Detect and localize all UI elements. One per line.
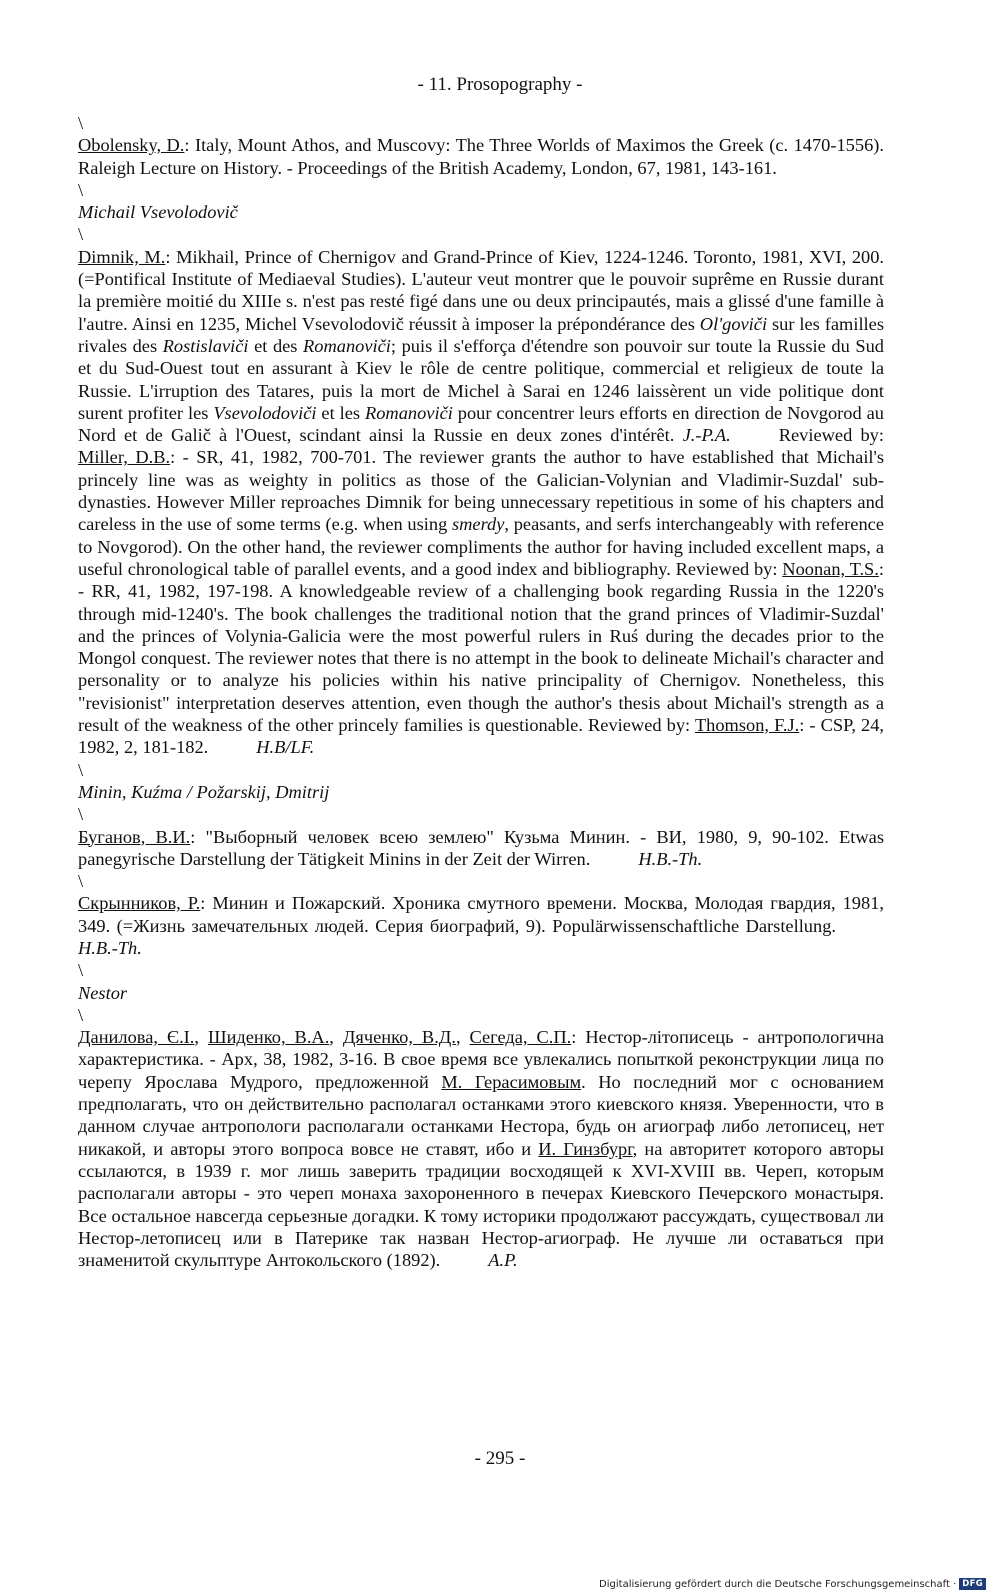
author-link: Noonan, T.S. bbox=[782, 558, 879, 579]
entry-text: et des bbox=[248, 335, 304, 356]
section-heading: Michail Vsevolodovič bbox=[78, 202, 238, 223]
page-number: - 295 - bbox=[474, 1448, 526, 1469]
entry-text: pour concentrer leurs efforts en direction de Novgorod au Nord et de Galič à l'Ouest, scindant ainsi la Russie en deux zones d'intérêt. bbox=[78, 402, 884, 446]
author-link: Сегеда, С.П. bbox=[469, 1027, 572, 1048]
entry-danilova: Данилова, Є.І., Шиденко, В.А., Дяченко, В.Д., Сегеда, С.П.: Нестор-літописець - антропологична характеристика. - Арх, 38, 1982, 3-16. В свое время все увлекались попыткой реконструкции лица по черепу Ярослава Мудрого, предложенной М. Герасимовым. Но последний мог с основанием предполагать, что он действительно располагал останками этого киевского князя. Уверенности, что в данном случае антропологи располагали останками Нестора, будь он агиограф либо летописец, нет никакой, и авторы этого вопроса вовсе не ставят, ибо и И. Гинзбург, на авторитет которого авторы ссылаются, в 1939 г. мог лишь заверить традиции восходящей к XVI-XVIII вв. Череп, которым располагали авторы - это череп монаха захороненного в печерах Киевского Печерского монастыря. Все остальное навсегда серьезные догадки. К тому историки продолжают рассуждать, существовал ли Нестор-летописец или в Патерике так назван Нестор-агиограф. Не лучше ли оставаться при знаменитой скульптуре Антокольского (1892). A.P. bbox=[78, 1027, 885, 1271]
entry-text: : Italy, Mount Athos, and Muscovy: The Three Worlds of Maximos the Greek (c. 1470-1556). Raleigh Lecture on History. - Proceedings of the British Academy, London, 67, 1981, 143-161. bbox=[78, 135, 884, 178]
author-link: Скрынников, Р. bbox=[78, 893, 201, 914]
section-heading: Minin, Kuźma / Požarskij, Dmitrij bbox=[78, 781, 330, 802]
entry-text: : Нестор-літописець - антропологична характеристика. - Арх, 38, 1982, 3-16. В свое время все увлекались попыткой реконструкции лица по черепу Ярослава Мудрого, предложенной bbox=[78, 1027, 885, 1092]
entry-separator: \ bbox=[78, 960, 84, 981]
reviewer-signature: H.B.-Th. bbox=[638, 848, 703, 869]
italic-term: Romanoviči bbox=[365, 402, 453, 423]
entry-separator: \ bbox=[78, 224, 84, 245]
italic-term: Romanoviči bbox=[303, 335, 391, 356]
entry-buganov bbox=[78, 826, 884, 871]
entry-text: : - SR, 41, 1982, 700-701. The reviewer grants the author to have established that Michail's princely line was as weighty in politics as those of the Galician-Volynian and Vladimir-Suzdal' sub-dynasties. However Miller reproaches Dimnik for being unnecessary repetitious in some of his chapters and careless in the use of some terms (e.g. when using bbox=[78, 447, 885, 535]
entry-text: : "Выборный человек всею землею" Кузьма Минин. - ВИ, 1980, 9, 90-102. Etwas panegyrische Darstellung der Tätigkeit Minins in der Zeit der Wirren. bbox=[78, 826, 884, 869]
author-link: Буганов, В.И. bbox=[78, 826, 191, 847]
author-link: Obolensky, D. bbox=[78, 135, 185, 156]
entry-separator: \ bbox=[78, 179, 84, 200]
reviewer-signature: J.-P.A. bbox=[682, 425, 731, 446]
entry-separator: \ bbox=[78, 759, 84, 780]
italic-term: Ol'goviči bbox=[699, 313, 768, 334]
author-link: Шиденко, В.А. bbox=[208, 1027, 330, 1048]
author-link: Данилова, Є.І. bbox=[78, 1027, 195, 1048]
entry-obolensky bbox=[78, 134, 884, 179]
entry-text: sur les familles rivales des bbox=[78, 313, 884, 356]
italic-term: Vsevolodoviči bbox=[213, 402, 317, 423]
footer-text: Digitalisierung gefördert durch die Deutsche Forschungsgemeinschaft · bbox=[599, 1578, 957, 1590]
reviewer-signature: A.P. bbox=[488, 1250, 518, 1271]
bibliography-content bbox=[78, 112, 884, 1271]
page-header: - 11. Prosopography - bbox=[417, 74, 583, 95]
entry-text: , peasants, and serfs interchangeably with reference to Novgorod). On the other hand, the reviewer compliments the author for having included excellent maps, a useful chronological table of parallel events, and a good index and bibliography. Reviewed by: bbox=[78, 514, 884, 579]
entry-text: : - CSP, 24, 1982, 2, 181-182. bbox=[78, 715, 885, 758]
entry-skrynnikov bbox=[78, 892, 884, 959]
author-link: Dimnik, M. bbox=[78, 246, 166, 267]
entry-separator: \ bbox=[78, 1004, 84, 1025]
entry-text: : Mikhail, Prince of Chernigov and Grand-Prince of Kiev, 1224-1246. Toronto, 1981, XVI, 200. (=Pontifical Institute of Mediaeval Studies). L'auteur veut montrer que le pouvoir suprême en Russie durant la première moitié du XIIIe s. n'est pas resté figé dans une ou deux principautés, mais a glissé d'une famille à l'autre. Ainsi en 1235, Michel Vsevolodovič réussit à imposer la prépondérance des bbox=[78, 246, 884, 334]
entry-text: , на авторитет которого авторы ссылаются, в 1939 г. мог лишь заверить традиции восходящей к XVI-XVIII вв. Череп, которым располагали авторы - это череп монаха захороненного в печерах Киевского Печерского монастыря. Все остальное навсегда серьезные догадки. К тому историки продолжают рассуждать, существовал ли Нестор-летописец или в Патерике так назван Нестор-агиограф. Не лучше ли оставаться при знаменитой скульптуре Антокольского (1892). bbox=[78, 1138, 885, 1271]
entry-text: et les bbox=[316, 402, 365, 423]
digitization-footer bbox=[599, 1578, 986, 1590]
author-link: М. Герасимовым bbox=[441, 1071, 582, 1092]
author-link: Miller, D.B. bbox=[78, 447, 171, 468]
entry-separator: \ bbox=[78, 871, 84, 892]
entry-text: ; puis il s'efforça d'étendre son pouvoir sur toute la Russie du Sud et du Sud-Ouest tout en assurant à Kiev le rôle de centre politique, commercial et religieux de toute la Russie. L'irruption des Tatares, puis la mort de Michel à Sarai en 1246 laissèrent un vide politique dont surent profiter les bbox=[78, 335, 884, 423]
section-heading: Nestor bbox=[78, 982, 128, 1003]
entry-separator: \ bbox=[78, 113, 84, 133]
entry-dimnik bbox=[78, 246, 884, 759]
entry-text: : - RR, 41, 1982, 197-198. A knowledgeable review of a challenging book regarding Russia in the 1220's through mid-1240's. The book challenges the traditional notion that the grand princes of Vladimir-Suzdal' and the princes of Volynia-Galicia were the most powerful rulers in Ruś during the decades prior to the Mongol conquest. The reviewer notes that there is no attempt in the book to delineate Michail's character and personality or to analyze his policies within his native principality of Chernigov. Nonetheless, this "revisionist" interpretation deserves attention, even though the author's thesis about Michail's strength as a result of the weakness of the other princely families is questionable. Reviewed by: bbox=[78, 558, 884, 736]
italic-term: Rostislaviči bbox=[162, 335, 249, 356]
italic-term: smerdy bbox=[451, 514, 505, 535]
dfg-logo-icon: DFG bbox=[959, 1578, 986, 1590]
author-link: И. Гинзбург bbox=[538, 1138, 633, 1159]
author-link: Thomson, F.J. bbox=[694, 715, 800, 736]
reviewer-signature: H.B/LF. bbox=[256, 737, 315, 758]
reviewer-signature: H.B.-Th. bbox=[78, 937, 142, 958]
entry-text: . Но последний мог с основанием предполагать, что он действительно располагал останками этого киевского князя. Уверенности, что в данном случае антропологи располагали останками Нестора, будь он агиограф либо летописец, нет никакой, и авторы этого вопроса вовсе не ставят, ибо и bbox=[78, 1071, 884, 1159]
author-link: Дяченко, В.Д. bbox=[342, 1027, 456, 1048]
entry-text: Reviewed by: bbox=[778, 425, 884, 446]
entry-separator: \ bbox=[78, 804, 84, 825]
entry-text: : Минин и Пожарский. Хроника смутного времени. Москва, Молодая гвардия, 1981, 349. (=Жизнь замечательных людей. Серия биографий, 9). Populärwissenschaftliche Darstellung. bbox=[78, 893, 884, 936]
